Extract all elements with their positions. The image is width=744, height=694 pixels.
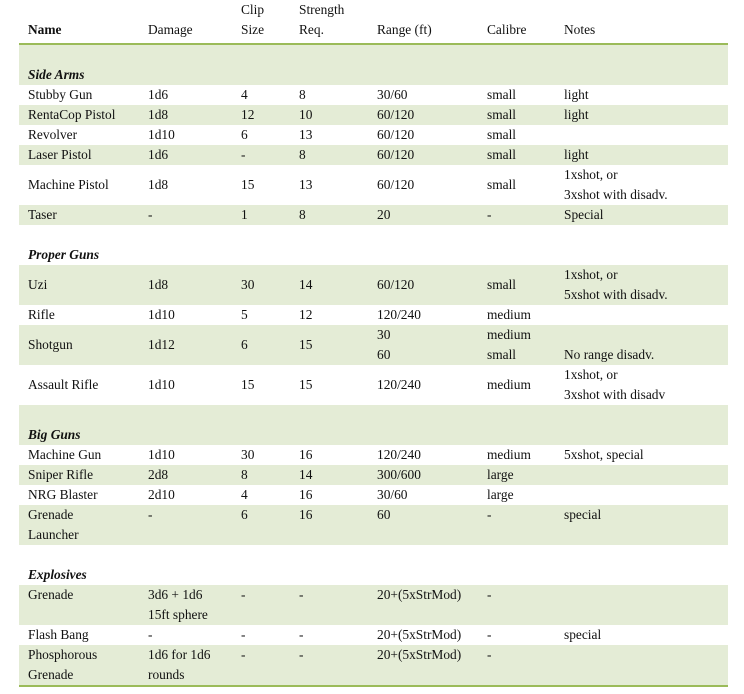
spacer-row: [19, 405, 728, 425]
section-header-big-guns: Big Guns: [19, 425, 728, 445]
col-header-calibre: Calibre: [478, 0, 555, 44]
notes-line: 3xshot with disadv: [564, 387, 666, 402]
section-header-proper-guns: Proper Guns: [28, 247, 100, 262]
spacer-row: [19, 44, 728, 65]
name-cell: [19, 645, 139, 686]
notes-cell: [555, 365, 728, 405]
section-header-side-arms: Side Arms: [19, 65, 728, 85]
range-line: 30: [377, 327, 391, 342]
col-header-strength-line1: Strength: [299, 2, 345, 17]
table-row: Rifle 1d10 5 12 120/240 medium: [28, 307, 531, 322]
name-line: Grenade: [28, 507, 74, 522]
notes-line: No range disadv.: [564, 347, 655, 362]
col-header-range: Range (ft): [368, 0, 478, 44]
col-header-damage: Damage: [139, 0, 232, 44]
damage-line: 1d6 for 1d6: [148, 647, 211, 662]
col-header-notes: Notes: [555, 0, 728, 44]
name-line: Grenade: [28, 667, 74, 682]
damage-line: rounds: [148, 667, 185, 682]
table-row: Flash Bang - - - 20+(5xStrMod) - special: [28, 627, 602, 642]
table-row: Grenade 3d6 + 1d6 15ft sphere - - 20+(5xStrMod) -: [19, 585, 728, 625]
weapons-table-container: [19, 0, 728, 687]
table-row: RentaCop Pistol 1d8 12 10 60/120 small light: [19, 105, 728, 125]
range-line: 60: [377, 347, 391, 362]
notes-cell: [555, 265, 728, 305]
col-header-clip-line1: Clip: [241, 2, 265, 17]
spacer-row: [19, 545, 728, 565]
col-header-strength-line2: Req.: [299, 22, 324, 37]
col-header-strength: [290, 0, 368, 44]
notes-cell: [555, 325, 728, 365]
notes-line: 1xshot, or: [564, 167, 618, 182]
damage-cell: [139, 585, 232, 625]
table-row: Assault Rifle 1d10 15 15 120/240 medium 1xshot, or 3xshot with disadv: [19, 365, 728, 405]
table-row: NRG Blaster 2d10 4 16 30/60 large: [28, 487, 514, 502]
table-row: Revolver 1d10 6 13 60/120 small: [28, 127, 517, 142]
header-row: [19, 0, 728, 44]
table-row: Shotgun 1d12 6 15 30 60 medium small No range disadv.: [19, 325, 728, 365]
table-row: Sniper Rifle 2d8 8 14 300/600 large: [19, 465, 728, 485]
name-cell: [19, 505, 139, 545]
notes-line: 5xshot with disadv.: [564, 287, 668, 302]
spacer-row: [19, 225, 728, 245]
notes-line: 3xshot with disadv.: [564, 187, 668, 202]
table-row: Machine Pistol 1d8 15 13 60/120 small 1xshot, or 3xshot with disadv.: [19, 165, 728, 205]
notes-line: [564, 325, 728, 345]
table-row: Laser Pistol 1d6 - 8 60/120 small light: [19, 145, 728, 165]
table-row: Taser - 1 8 20 - Special: [19, 205, 728, 225]
notes-line: 1xshot, or: [564, 367, 618, 382]
section-header-explosives: Explosives: [28, 567, 87, 582]
name-line: Phosphorous: [28, 647, 98, 662]
damage-line: 3d6 + 1d6: [148, 587, 203, 602]
calibre-line: medium: [487, 327, 531, 342]
weapons-table: [19, 0, 728, 687]
damage-cell: [139, 645, 232, 686]
table-row: Grenade Launcher - 6 16 60 - special: [19, 505, 728, 545]
table-row: Machine Gun 1d10 30 16 120/240 medium 5xshot, special: [28, 447, 644, 462]
notes-line: 1xshot, or: [564, 267, 618, 282]
calibre-cell: [478, 325, 555, 365]
table-row: Stubby Gun 1d6 4 8 30/60 small light: [28, 87, 589, 102]
name-line: Launcher: [28, 527, 79, 542]
table-row: Phosphorous Grenade 1d6 for 1d6 rounds - - 20+(5xStrMod) -: [19, 645, 728, 686]
notes-cell: [555, 165, 728, 205]
table-row: Uzi 1d8 30 14 60/120 small 1xshot, or 5xshot with disadv.: [19, 265, 728, 305]
col-header-clip-line2: Size: [241, 22, 265, 37]
range-cell: [368, 325, 478, 365]
calibre-line: small: [487, 347, 517, 362]
col-header-clip-size: [232, 0, 290, 44]
col-header-name: Name: [19, 0, 139, 44]
damage-line: 15ft sphere: [148, 607, 208, 622]
